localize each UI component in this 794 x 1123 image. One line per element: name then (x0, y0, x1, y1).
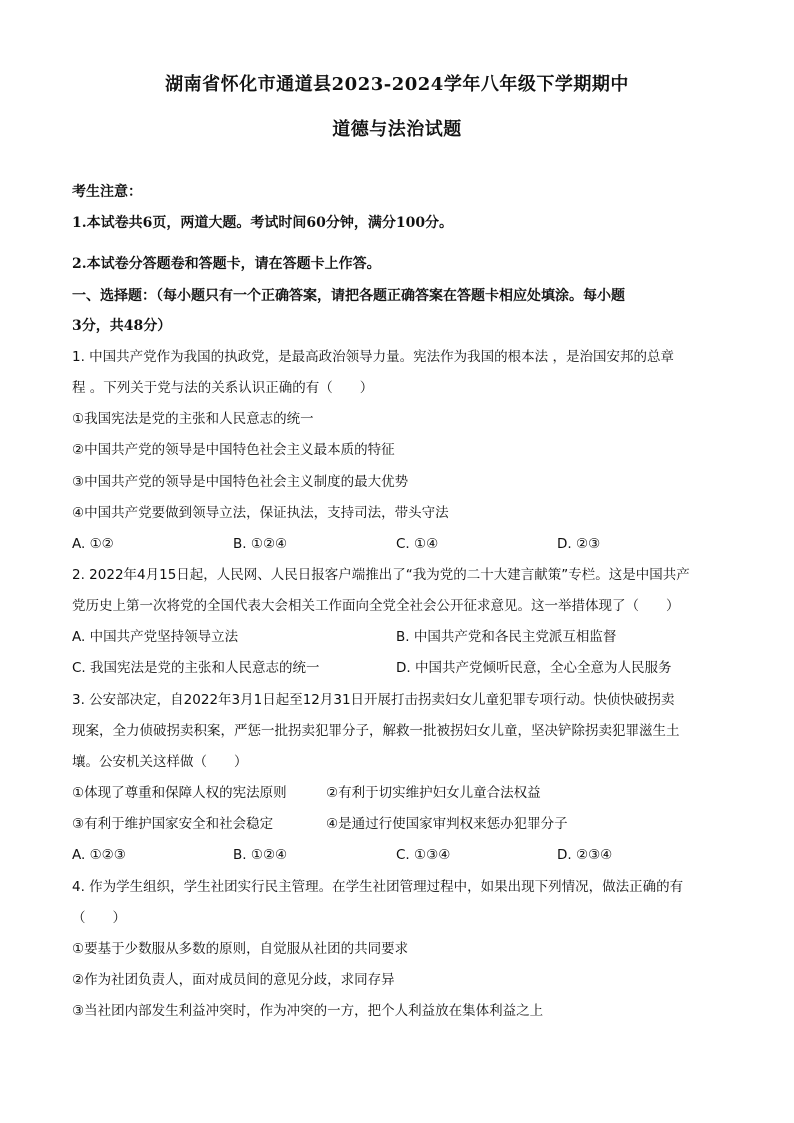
q1-option-d: D. ②③ (557, 536, 601, 552)
exam-title: 湖南省怀化市通道县2023-2024学年八年级下学期期中 (165, 74, 629, 95)
section-heading: 一、选择题：（每小题只有一个正确答案，请把各题正确答案在答题卡相应处填涂。每小题 (72, 288, 625, 304)
q1-stem: 1. 中国共产党作为我国的执政党，是最高政治领导力量。宪法作为我国的根本法 ，是治国安邦的总章 (72, 349, 674, 365)
q1-statement-3: ③中国共产党的领导是中国特色社会主义制度的最大优势 (72, 474, 409, 490)
q3-statement-2: ②有利于切实维护妇女儿童合法权益 (326, 785, 541, 801)
q2-option-c: C. 我国宪法是党的主张和人民意志的统一 (72, 660, 320, 676)
q1-option-a: A. ①② (72, 536, 114, 552)
q4-statement-1: ①要基于少数服从多数的原则，自觉服从社团的共同要求 (72, 941, 409, 957)
q2-stem: 2. 2022年4月15日起，人民网、人民日报客户端推出了“我为党的二十大建言献策”专栏。这是中国共产 (72, 567, 690, 583)
q2-option-b: B. 中国共产党和各民主党派互相监督 (396, 629, 617, 645)
exam-subtitle: 道德与法治试题 (332, 119, 462, 140)
q3-stem-cont-1: 现案，全力侦破拐卖积案，严惩一批拐卖犯罪分子，解救一批被拐妇女儿童，坚决铲除拐卖犯罪滋生土 (72, 723, 680, 739)
q4-stem-cont: （ ） (72, 910, 126, 926)
notice-item-2: 2.本试卷分答题卷和答题卡，请在答题卡上作答。 (72, 256, 381, 272)
q3-option-c: C. ①③④ (396, 847, 451, 863)
q3-statement-4: ④是通过行使国家审判权来惩办犯罪分子 (326, 816, 568, 832)
q3-stem-cont-2: 壤。公安机关这样做（ ） (72, 754, 248, 770)
q3-option-d: D. ②③④ (557, 847, 613, 863)
notice-item-1: 1.本试卷共6页，两道大题。考试时间60分钟，满分100分。 (72, 215, 454, 231)
q3-stem: 3. 公安部决定，自2022年3月1日起至12月31日开展打击拐卖妇女儿童犯罪专项行动。快侦快破拐卖 (72, 692, 675, 708)
notice-heading: 考生注意： (72, 184, 142, 200)
q1-statement-2: ②中国共产党的领导是中国特色社会主义最本质的特征 (72, 442, 395, 458)
q1-statement-4: ④中国共产党要做到领导立法，保证执法，支持司法，带头守法 (72, 505, 449, 521)
q1-stem-cont: 程 。下列关于党与法的关系认识正确的有（ ） (72, 380, 374, 396)
section-heading-cont: 3分，共48分） (72, 318, 172, 334)
q3-option-a: A. ①②③ (72, 847, 126, 863)
q3-statement-3: ③有利于维护国家安全和社会稳定 (72, 816, 274, 832)
q2-option-a: A. 中国共产党坚持领导立法 (72, 629, 239, 645)
q1-statement-1: ①我国宪法是党的主张和人民意志的统一 (72, 411, 314, 427)
q2-stem-cont: 党历史上第一次将党的全国代表大会相关工作面向全党全社会公开征求意见。这一举措体现了（ ） (72, 598, 680, 614)
q2-option-d: D. 中国共产党倾听民意，全心全意为人民服务 (396, 660, 672, 676)
q1-option-c: C. ①④ (396, 536, 439, 552)
q4-statement-3: ③当社团内部发生利益冲突时，作为冲突的一方，把个人利益放在集体利益之上 (72, 1003, 544, 1019)
q1-option-b: B. ①②④ (233, 536, 288, 552)
q4-statement-2: ②作为社团负责人，面对成员间的意见分歧，求同存异 (72, 972, 395, 988)
q3-option-b: B. ①②④ (233, 847, 288, 863)
q4-stem: 4. 作为学生组织，学生社团实行民主管理。在学生社团管理过程中，如果出现下列情况，做法正确的有 (72, 879, 684, 895)
q3-statement-1: ①体现了尊重和保障人权的宪法原则 (72, 785, 287, 801)
